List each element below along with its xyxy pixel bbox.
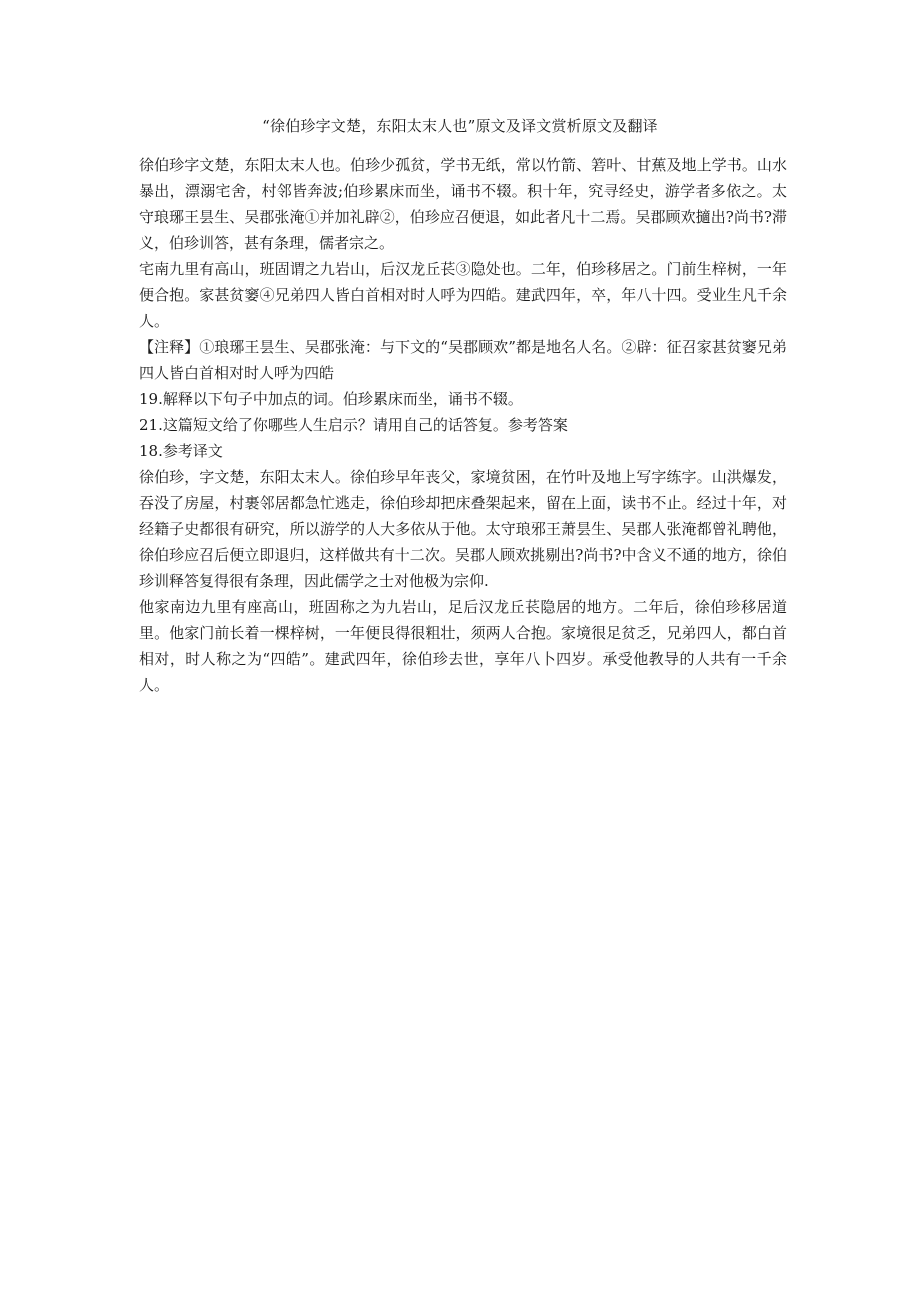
document-title: “徐伯珍字文楚，东阳太末人也”原文及译文赏析原文及翻译 (262, 117, 658, 135)
paragraph-annotation: 【注释】①琅琊王昙生、吴郡张淹：与下文的“吴郡顾欢”都是地名人名。②辟：征召家甚贫窭兄弟四人皆白首相对时人呼为四皓 (139, 338, 787, 382)
paragraph-translation-1: 徐伯珍，字文楚，东阳太末人。徐伯珍早年丧父，家境贫困，在竹叶及地上写字练字。山洪爆发，吞没了房屋，村裹邻居都急忙逃走，徐伯珍却把床叠架起来，留在上面，读书不止。经过十年，对经籍子史都很有研究，所以游学的人大多依从于他。太守琅邪王萧昙生、吴郡人张淹都曾礼聘他，徐伯珍应召后便立即退归，这样做共有十二次。吴郡人顾欢挑剔出?尚书?中含义不通的地方，徐伯珍训释答复得很有条理，因此儒学之士对他极为宗仰. (139, 468, 787, 590)
question-21: 21.这篇短文给了你哪些人生启示？请用自己的话答复。参考答案 (139, 416, 568, 434)
paragraph-original-text-2: 宅南九里有高山，班固谓之九岩山，后汉龙丘苌③隐处也。二年，伯珍移居之。门前生梓树，一年便合抱。家甚贫窭④兄弟四人皆白首相对时人呼为四皓。建武四年，卒，年八十四。受业生凡千余人。 (139, 260, 787, 330)
document-body (139, 152, 787, 698)
paragraph-translation-2: 他家南边九里有座高山，班固称之为九岩山，足后汉龙丘苌隐居的地方。二年后，徐伯珍移居道里。他家门前长着一棵梓树，一年便艮得很粗壮，须两人合抱。家境很足贫乏，兄弟四人，都白首相对，时人称之为“四皓”。建武四年，徐伯珍去世，享年八卜四岁。承受他教导的人共有一千余人。 (139, 598, 787, 694)
question-19: 19.解释以下句子中加点的词。伯珍累床而坐，诵书不辍。 (139, 390, 523, 408)
paragraph-original-text-1: 徐伯珍字文楚，东阳太末人也。伯珍少孤贫，学书无纸，常以竹箭、箬叶、甘蕉及地上学书。山水暴出，漂溺宅舍，村邻皆奔波;伯珍累床而坐，诵书不辍。积十年，究寻经史，游学者多依之。太守琅琊王昙生、吴郡张淹①并加礼辟②，伯珍应召便退，如此者凡十二焉。吴郡顾欢擿出?尚书?滞义，伯珍训答，甚有条理，儒者宗之。 (139, 156, 787, 252)
section-heading-translation: 18.参考译文 (139, 442, 223, 460)
